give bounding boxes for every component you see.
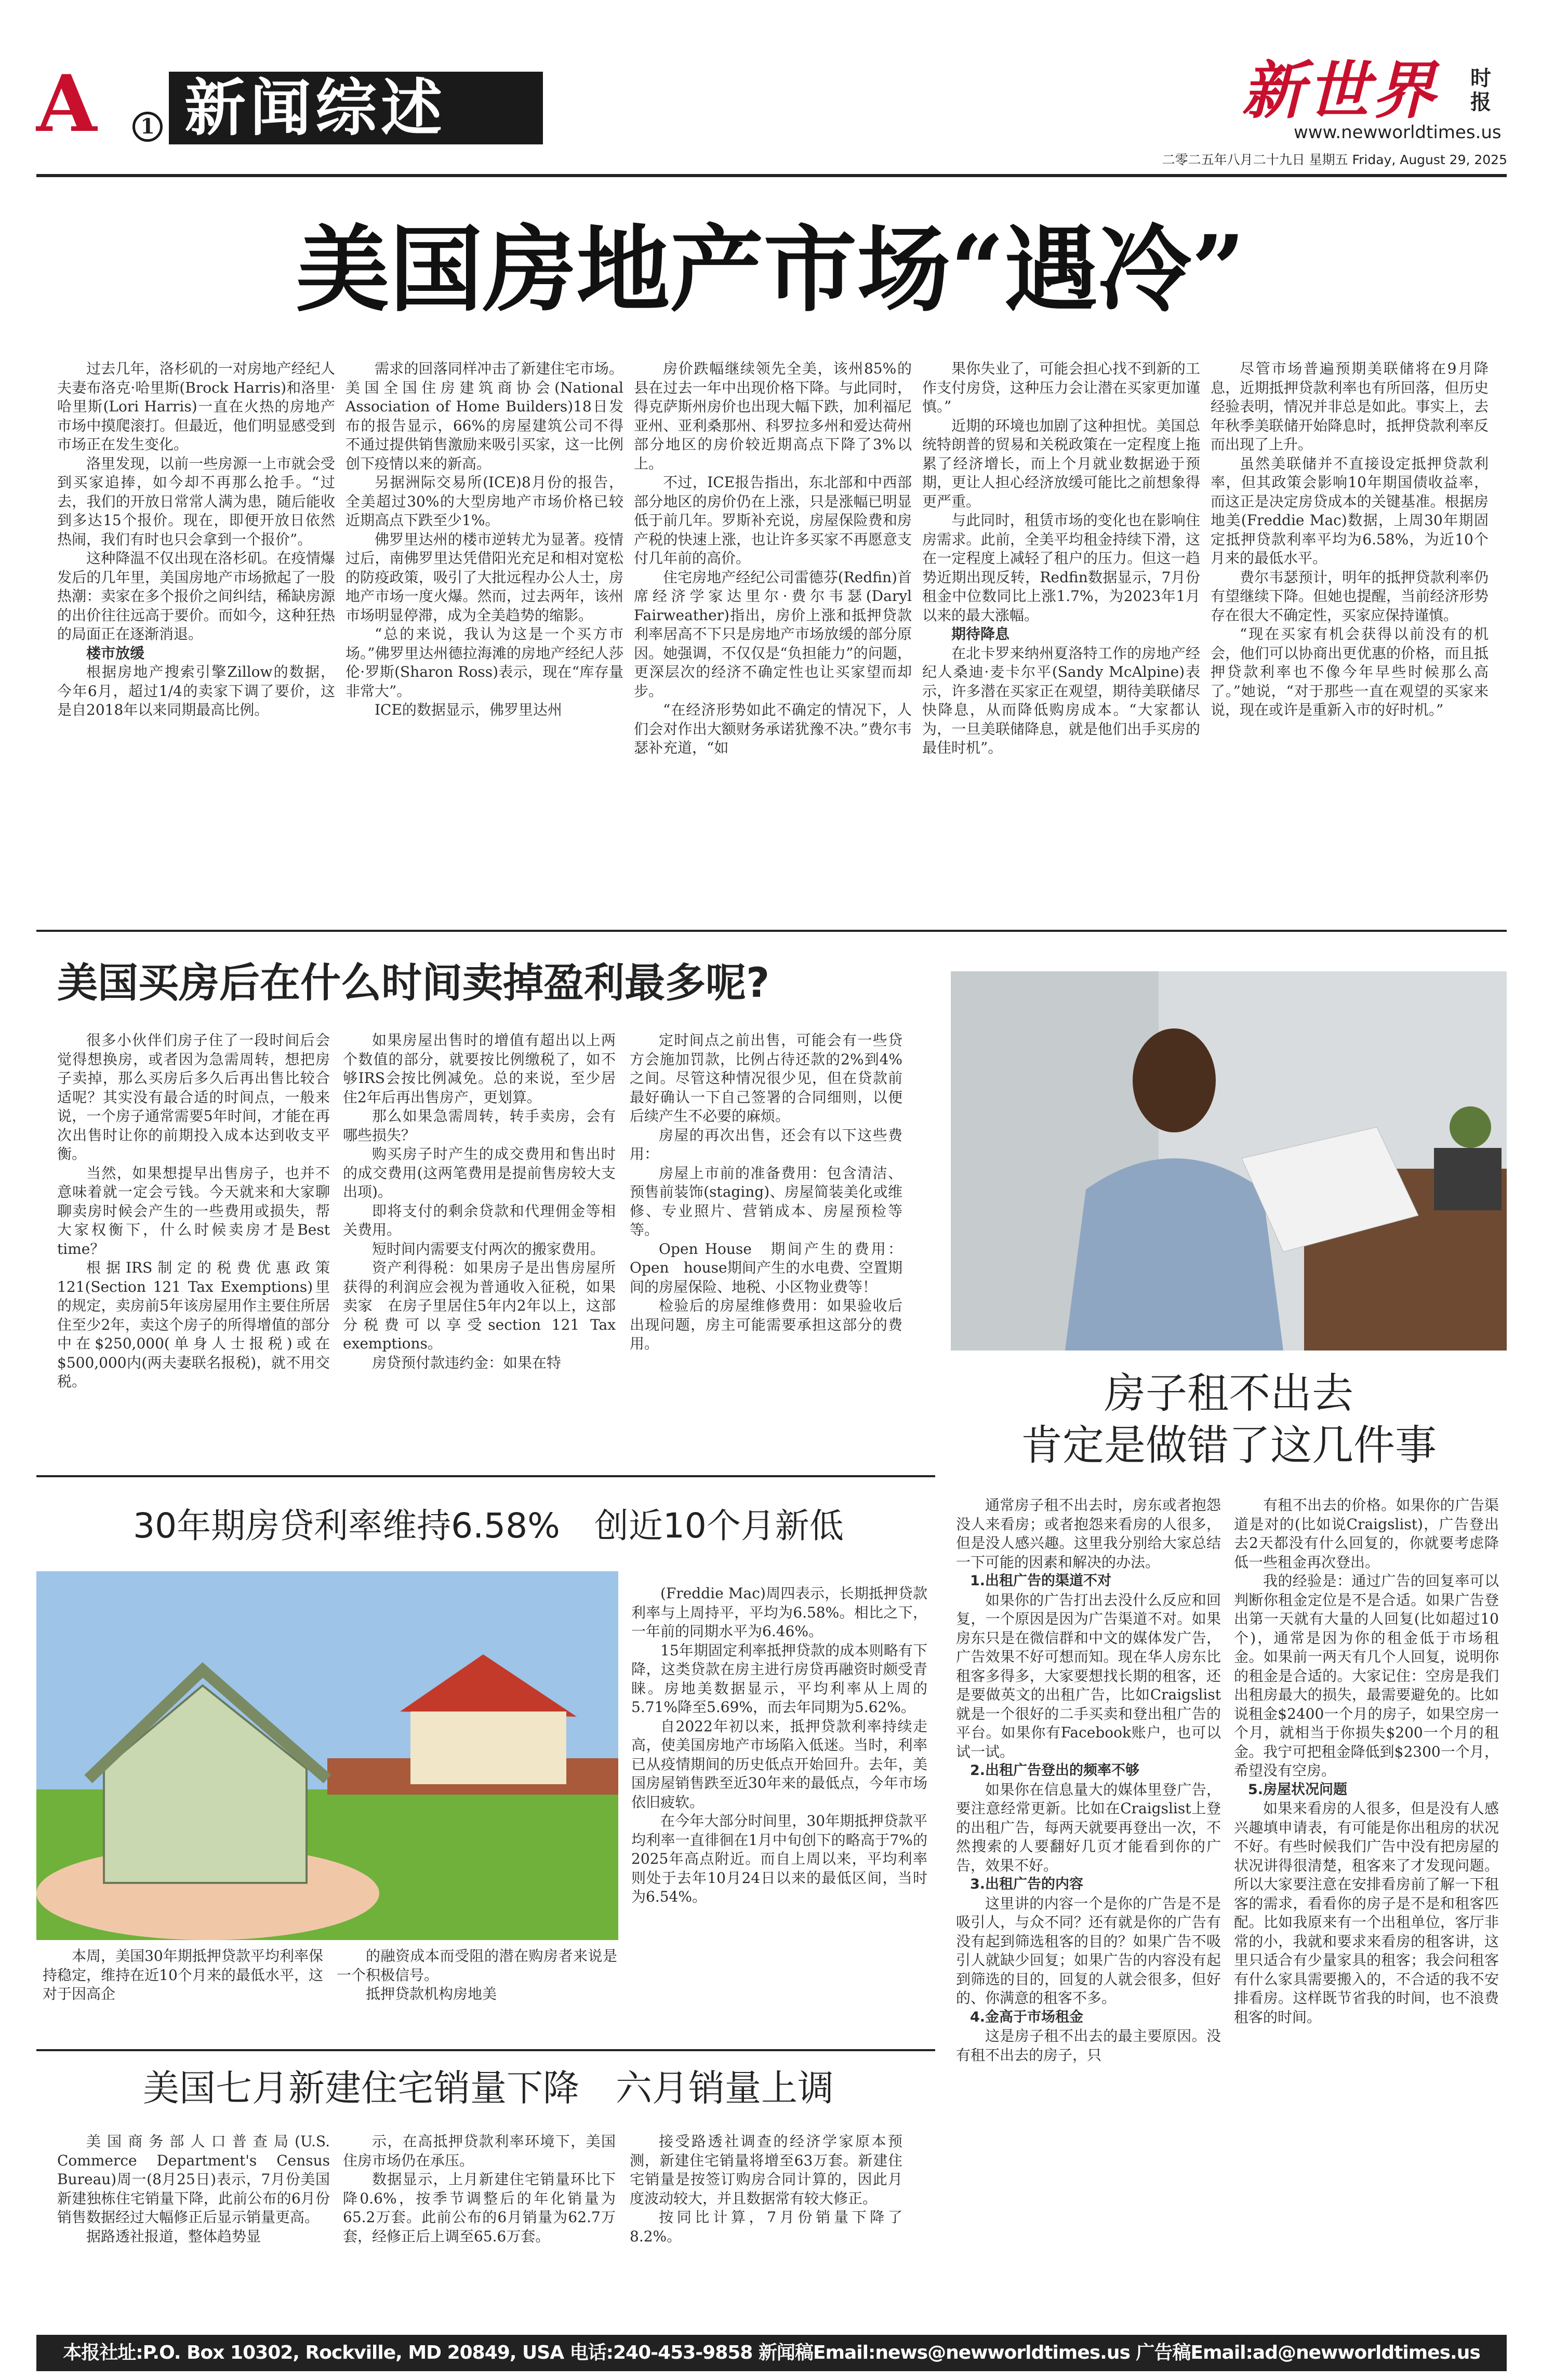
divider-2: [36, 1475, 935, 1477]
logo-text: 新世界: [1242, 54, 1438, 127]
paragraph: 佛罗里达州的楼市逆转尤为显著。疫情过后，南佛罗里达凭借阳光充足和相对宽松的防疫政策，吸引了大批远程办公人士，房地产市场一度火爆。然而，过去两年，该州市场明显停滞，成为全美趋势的缩影。: [346, 530, 623, 624]
paragraph: 有租不出去的价格。如果你的广告渠道是对的(比如说Craigslist)，广告登出去2天都没有什么回复的，你就要考虑降低一些租金再次登出。: [1234, 1496, 1499, 1571]
paragraph: 接受路透社调查的经济学家原本预测，新建住宅销量将增至63万套。新建住宅销量是按签订购房合同计算的，因此月度波动较大，并且数据常有较大修正。: [630, 2133, 902, 2207]
subhead: 期待降息: [951, 625, 1010, 643]
paragraph: 需求的回落同样冲击了新建住宅市场。美国全国住房建筑商协会(National Association of Home Builders)18日发布的报告显示，66%的房屋建筑公司不得不通过提供销售激励来吸引买家，这一比例创下疫情以来的新高。: [346, 360, 623, 472]
article-column-3: [630, 1031, 902, 1354]
photo-house-hand: [36, 1571, 618, 1940]
site-url: www.newworldtimes.us: [1294, 122, 1502, 143]
article-newhome-title: 美国七月新建住宅销量下降 六月销量上调: [143, 2067, 834, 2109]
caption-text: 本周，美国30年期抵押贷款平均利率保持稳定，维持在近10个月来的最低水平，这对于因高企: [43, 1947, 323, 2002]
section-letter: A: [36, 58, 97, 150]
subhead: 楼市放缓: [86, 644, 145, 662]
paragraph: “现在买家有机会获得以前没有的机会，他们可以协商出更优惠的价格，而且抵押贷款利率也不像今年早些时候那么高了。”她说，“对于那些一直在观望的买家来说，现在或许是重新入市的好时机。”: [1211, 625, 1489, 718]
paragraph: 虽然美联储并不直接设定抵押贷款利率，但其政策会影响10年期国债收益率，而这正是决定房贷成本的关键基准。根据房地美(Freddie Mac)数据，上周30年期固定抵押贷款利率平均为6.58%，为近10个月来的最低水平。: [1211, 454, 1489, 567]
paragraph: 据路透社报道，整体趋势显: [86, 2227, 261, 2245]
paragraph: (Freddie Mac)周四表示，长期抵押贷款利率与上周持平，平均为6.58%。相比之下，一年前的同期水平为6.46%。: [631, 1585, 927, 1640]
paragraph: “总的来说，我认为这是一个买方市场。”佛罗里达州德拉海滩的房地产经纪人莎伦·罗斯(Sharon Ross)表示，现在“库存量非常大”。: [346, 625, 623, 700]
article-rate-title: 30年期房贷利率维持6.58% 创近10个月新低: [133, 1506, 844, 1546]
paragraph: 果你失业了，可能会担心找不到新的工作支付房贷，这种压力会让潜在买家更加谨慎。”: [922, 360, 1200, 415]
article-rate-col-mid: [337, 1947, 617, 2004]
article-column-1: [57, 2132, 330, 2246]
paragraph: 定时间点之前出售，可能会有一些贷方会施加罚款，比例占待还款的2%到4%之间。尽管这种情况很少见，但在贷款前最好确认一下自己签署的合同细则，以便后续产生不必要的麻烦。: [630, 1032, 902, 1125]
paragraph: 过去几年，洛杉矶的一对房地产经纪人夫妻布洛克·哈里斯(Brock Harris)和洛里·哈里斯(Lori Harris)一直在火热的房地产市场中摸爬滚打。但最近，他们明显感受到市场正在发生变化。: [57, 360, 335, 453]
article-column-2: [343, 2132, 616, 2246]
paragraph: 这种降温不仅出现在洛杉矶。在疫情爆发后的几年里，美国房地产市场掀起了一股热潮：卖家在多个报价之间纠结，稀缺房源的出价往往远高于要价。而如今，这种狂热的局面正在逐渐消退。: [57, 550, 335, 643]
footer-contact: 本报社址:P.O. Box 10302, Rockville, MD 20849, USA 电话:240-453-9858 新闻稿Email:news@newworldtimes.us 广告稿Email:ad@newworldtimes.us: [63, 2342, 1480, 2363]
issue-date: 二零二五年八月二十九日 星期五 Friday, August 29, 2025: [1162, 152, 1507, 167]
article-column-4: [922, 359, 1200, 758]
paragraph: 这是房子租不出去的最主要原因。没有租不出去的房子，只: [956, 2027, 1221, 2064]
paragraph: 另据洲际交易所(ICE)8月份的报告，全美超过30%的大型房地产市场价格已较近期高点下跌至少1%。: [346, 474, 623, 529]
paragraph: 近期的环境也加剧了这种担忧。美国总统特朗普的贸易和关税政策在一定程度上拖累了经济增长，而上个月就业数据逊于预期，更让人担心经济放缓可能比之前想象得更严重。: [922, 417, 1200, 510]
paragraph: 住宅房地产经纪公司雷德芬(Redfin)首席经济学家达里尔·费尔韦瑟(Daryl Fairweather)指出，房价上涨和抵押贷款利率居高不下只是房地产市场放缓的部分原因。她强调，不仅仅是“负担能力”的问题，更深层次的经济不确定性也让买家望而却步。: [634, 568, 912, 700]
paragraph: 即将支付的剩余贷款和代理佣金等相关费用。: [343, 1202, 616, 1238]
subhead: 1.出租广告的渠道不对: [970, 1573, 1112, 1589]
paragraph: 当然，如果想提早出售房子，也并不意味着就一定会亏钱。今天就来和大家聊聊卖房时候会产生的一些费用或损失，帮大家权衡下，什么时候卖房才是Best time？: [57, 1164, 330, 1258]
paragraph: 我的经验是：通过广告的回复率可以判断你租金定位是不是合适。如果广告登出第一天就有大量的人回复(比如超过10个)，通常是因为你的租金低于市场租金。如果前一两天有几个人回复，说明你的租金是合适的。大家记住：空房是我们出租房最大的损失，最需要避免的。比如说租金$2400一个月的房子，如果空房一个月，就相当于你损失$200一个月的租金。我宁可把租金降低到$2300一个月，希望没有空房。: [1234, 1572, 1499, 1779]
divider-1: [36, 930, 1507, 932]
paragraph: 房屋上市前的准备费用：包含清洁、预售前装饰(staging)、房屋简装美化或维修、专业照片、营销成本、房屋预检等等。: [630, 1164, 902, 1238]
paragraph: 如果来看房的人很多，但是没有人感兴趣填申请表，有可能是你出租房的状况不好。有些时候我们广告中没有把房屋的状况讲得很清楚，租客来了才发现问题。所以大家要注意在安排看房前了解一下租客的需求，看看你的房子是不是和租客匹配。比如我原来有一个出租单位，客厅非常的小，我就和要求来看房的租客讲，这里只适合有少量家具的租客；我会问租客有什么家具需要搬入的，不合适的我不安排看房。这样既节省我的时间，也不浪费租客的时间。: [1234, 1800, 1499, 2026]
paragraph: 尽管市场普遍预期美联储将在9月降息，近期抵押贷款利率也有所回落，但历史经验表明，情况并非总是如此。事实上，去年秋季美联储开始降息时，抵押贷款利率反而出现了上升。: [1211, 360, 1489, 453]
paragraph: 短时间内需要支付两次的搬家费用。: [372, 1240, 605, 1258]
article-column-3: [634, 359, 912, 758]
article-column-3: [630, 2132, 902, 2246]
article-rate-caption: [43, 1947, 323, 2004]
section-number: 1: [140, 114, 155, 139]
paragraph: 如果你的广告打出去没什么反应和回复，一个原因是因为广告渠道不对。如果房东只是在微信群和中文的媒体发广告，广告效果不好可想而知。现在华人房东比租客多得多，大家要想找长期的租客，还是要做英文的出租广告，比如Craigslist就是一个很好的二手买卖和登出租广告的平台。如果你有Facebook账户，也可以试一试。: [956, 1591, 1221, 1760]
article-rate-col-right: [631, 1584, 927, 1907]
section-number-badge: [132, 112, 163, 142]
subhead: 5.房屋状况问题: [1248, 1781, 1348, 1798]
main-headline: 美国房地产市场“遇冷”: [296, 215, 1245, 325]
paragraph: 检验后的房屋维修费用：如果验收后出现问题，房主可能需要承担这部分的费用。: [630, 1297, 902, 1352]
article-column-2: [1234, 1496, 1499, 2027]
subhead: 2.出租广告登出的频率不够: [970, 1762, 1140, 1779]
newspaper-logo: [1237, 54, 1507, 145]
money-house-image: [36, 1571, 618, 1940]
paragraph: 与此同时，租赁市场的变化也在影响住房需求。此前，全美平均租金持续下滑，这在一定程度上减轻了租户的压力。但这一趋势近期出现反转，Redfin数据显示，7月份租金中位数同比上涨1.7%，为2023年1月以来的最大涨幅。: [922, 512, 1200, 624]
paragraph: 房屋的再次出售，还会有以下这些费用：: [630, 1126, 902, 1162]
paragraph: 15年期固定利率抵押贷款的成本则略有下降，这类贷款在房主进行房贷再融资时颇受青睐。房地美数据显示，平均利率从上周的5.71%降至5.69%，而去年同期为5.62%。: [631, 1641, 927, 1716]
section-title: 新闻综述: [184, 72, 447, 144]
paragraph: 房价跌幅继续领先全美，该州85%的县在过去一年中出现价格下降。与此同时，得克萨斯州房价也出现大幅下跌，加利福尼亚州、亚利桑那州、科罗拉多州和爱达荷州部分地区的房价较近期高点下降了3%以上。: [634, 360, 912, 472]
paragraph: 通常房子租不出去时，房东或者抱怨没人来看房；或者抱怨来看房的人很多，但是没人感兴趣。这里我分别给大家总结一下可能的因素和解决的办法。: [956, 1496, 1221, 1571]
paragraph: 的融资成本而受阻的潜在购房者来说是一个积极信号。: [337, 1947, 617, 1984]
paragraph: 在北卡罗来纳州夏洛特工作的房地产经纪人桑迪·麦卡尔平(Sandy McAlpine)表示，许多潜在买家正在观望，期待美联储尽快降息，从而降低购房成本。“大家都认为，一旦美联储降息，就是他们出手买房的最佳时机”。: [922, 644, 1200, 756]
article-column-2: [343, 1031, 616, 1372]
article-column-5: [1211, 359, 1489, 720]
paragraph: 自2022年初以来，抵押贷款利率持续走高，使美国房地产市场陷入低迷。当时，利率已从疫情期间的历史低点开始回升。去年，美国房屋销售跌至近30年来的最低点，今年市场依旧疲软。: [631, 1717, 927, 1811]
paragraph: 示，在高抵押贷款利率环境下，美国住房市场仍在承压。: [343, 2133, 616, 2169]
footer-bar: [36, 2335, 1507, 2371]
paragraph: 房贷预付款违约金：如果在特: [372, 1354, 562, 1371]
paragraph: 美国商务部人口普查局(U.S. Commerce Department's Census Bureau)周一(8月25日)表示，7月份美国新建独栋住宅销量下降，此前公布的6月份销售数据经过大幅修正后显示销量更高。: [57, 2133, 330, 2226]
paragraph: 不过，ICE报告指出，东北部和中西部部分地区的房价仍在上涨，只是涨幅已明显低于前几年。罗斯补充说，房屋保险费和房产税的快速上涨，也让许多买家不再愿意支付几年前的高价。: [634, 474, 912, 567]
paragraph: 很多小伙伴们房子住了一段时间后会觉得想换房，或者因为急需周转，想把房子卖掉，那么买房后多久后再出售比较合适呢？其实没有最合适的时间点，一般来说，一个房子通常需要5年时间，才能在再次出售时让你的前期投入成本达到收支平衡。: [57, 1032, 330, 1162]
article-column-1: [57, 359, 335, 720]
paragraph: 抵押贷款机构房地美: [366, 1985, 497, 2002]
paragraph: 如果房屋出售时的增值有超出以上两个数值的部分，就要按比例缴税了，如不够IRS会按比例减免。总的来说，至少居住2年后再出售房产，更划算。: [343, 1032, 616, 1106]
paragraph: 数据显示，上月新建住宅销量环比下降0.6%，按季节调整后的年化销量为65.2万套。此前公布的6月销量为62.7万套，经修正后上调至65.6万套。: [343, 2171, 616, 2245]
paragraph: 按同比计算，7月份销量下降了8.2%。: [630, 2209, 902, 2245]
article-column-1: [956, 1496, 1221, 2065]
section-header: [36, 58, 546, 150]
man-reading-image: [951, 971, 1507, 1351]
article-rent-title-1: 房子租不出去: [1104, 1369, 1353, 1418]
article-rent-title-2: 肯定是做错了这几件事: [1021, 1421, 1437, 1469]
article-column-2: [346, 359, 623, 720]
paragraph: 费尔韦瑟预计，明年的抵押贷款利率仍有望继续下降。但她也提醒，当前经济形势存在很大不确定性，买家应保持谨慎。: [1211, 568, 1489, 624]
paragraph: 如果你在信息量大的媒体里登广告，要注意经常更新。比如在Craigslist上登的出租广告，每两天就要再登出一次，不然搜索的人要翻好几页才能看到你的广告，效果不好。: [956, 1781, 1221, 1874]
paragraph: 洛里发现，以前一些房源一上市就会受到买家追捧，如今却不再那么抢手。“过去，我们的开放日常常人满为患，随后能收到多达15个报价。现在，即便开放日依然热闹，我们有时也只会拿到一个报价”。: [57, 454, 335, 548]
subhead: 4.金高于市场租金: [970, 2009, 1084, 2025]
subhead: 3.出租广告的内容: [970, 1876, 1084, 1892]
divider-3: [36, 2049, 935, 2051]
paragraph: 根据IRS制定的税费优惠政策121(Section 121 Tax Exemptions)里的规定，卖房前5年该房屋用作主要住所居住至少2年，卖这个房子的所得增值的部分中在$250,000(单身人士报税)或在$500,000内(两夫妻联名报税)，就不用交税。: [57, 1259, 330, 1390]
section-title-box: [169, 72, 543, 144]
paragraph: 在今年大部分时间里，30年期抵押贷款平均利率一直徘徊在1月中旬创下的略高于7%的2025年高点附近。而自上周以来，平均利率则处于去年10月24日以来的最低区间，当时为6.54%。: [631, 1812, 927, 1905]
logo-sub: 时报: [1470, 66, 1491, 114]
article-column-1: [57, 1031, 330, 1392]
header-rule: [36, 174, 1507, 177]
paragraph: Open House 期间产生的费用：Open house期间产生的水电费、空置期间的房屋保险、地税、小区物业费等！: [630, 1240, 902, 1295]
paragraph: 资产利得税：如果房子是出售房屋所获得的利润应会视为普通收入征税，如果卖家 在房子里居住5年内2年以上，这部分税费可以享受section 121 Tax exemptions。: [343, 1259, 616, 1352]
paragraph: 那么如果急需周转，转手卖房，会有哪些损失？: [343, 1107, 616, 1144]
paragraph: 这里讲的内容一个是你的广告是不是吸引人，与众不同？还有就是你的广告有没有起到筛选租客的目的？如果广告不吸引人就缺少回复；如果广告的内容没有起到筛选的目的，回复的人就会很多，但好的、你满意的租客不多。: [956, 1894, 1221, 2007]
paragraph: “在经济形势如此不确定的情况下，人们会对作出大额财务承诺犹豫不决。”费尔韦瑟补充道，“如: [634, 701, 912, 756]
paragraph: ICE的数据显示，佛罗里达州: [375, 701, 562, 718]
paragraph: 根据房地产搜索引擎Zillow的数据，今年6月，超过1/4的卖家下调了要价，这是自2018年以来同期最高比例。: [57, 663, 335, 718]
paragraph: 购买房子时产生的成交费用和售出时的成交费用(这两笔费用是提前售房较大支出项)。: [343, 1145, 616, 1200]
article-sell-title: 美国买房后在什么时间卖掉盈利最多呢?: [57, 960, 770, 1007]
photo-man-reading: [951, 971, 1507, 1351]
